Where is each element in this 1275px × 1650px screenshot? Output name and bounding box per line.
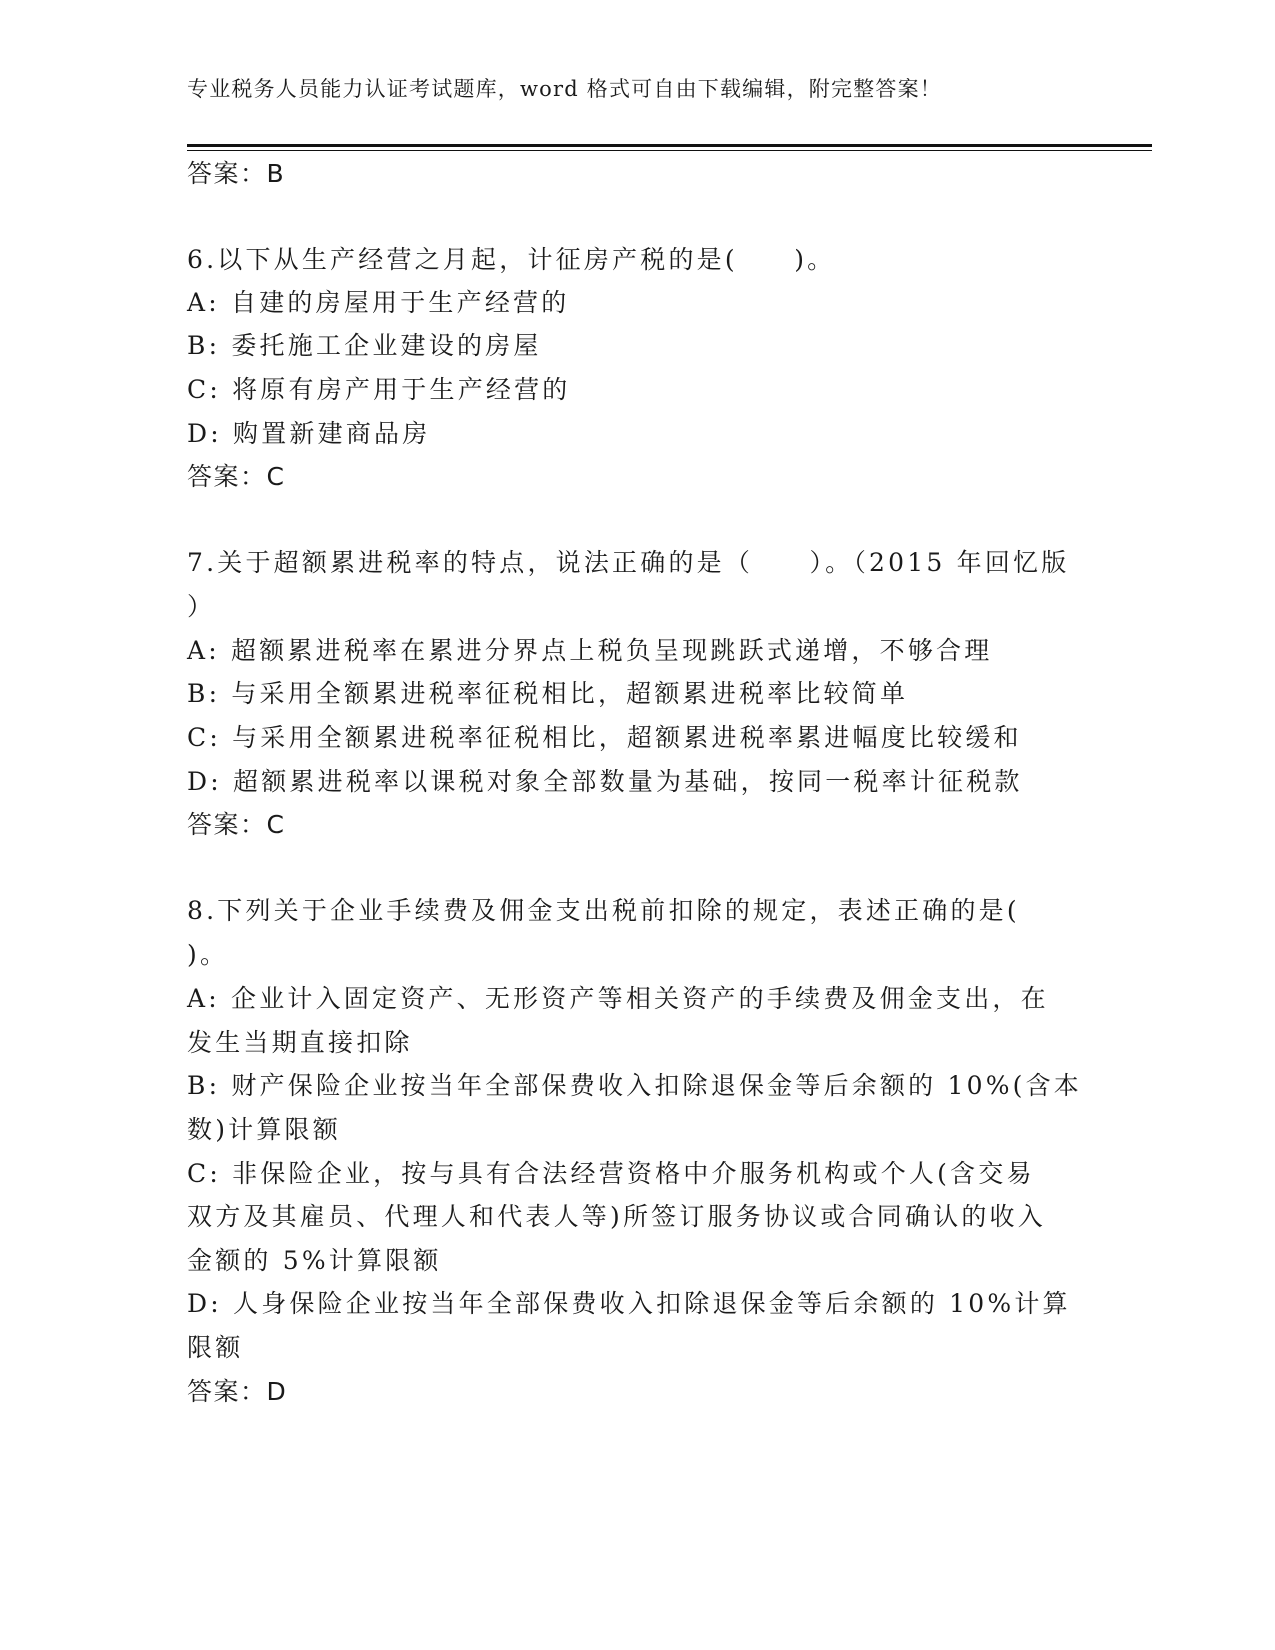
answer-q7: 答案：C	[187, 810, 286, 839]
answer-q5: 答案：B	[187, 159, 286, 188]
question-8-option-b: B: 财产保险企业按当年全部保费收入扣除退保金等后余额的 10%(含本	[187, 1071, 1083, 1100]
question-6-stem: 6.以下从生产经营之月起，计征房产税的是( )。	[187, 245, 836, 274]
header-rule-thick	[187, 144, 1152, 147]
question-7-option-c: C: 与采用全额累进税率征税相比，超额累进税率累进幅度比较缓和	[187, 723, 1022, 752]
answer-q8: 答案：D	[187, 1377, 288, 1406]
question-7-stem: 7.关于超额累进税率的特点，说法正确的是（ ）。（2015 年回忆版	[187, 548, 1070, 577]
question-7-option-a: A: 超额累进税率在累进分界点上税负呈现跳跃式递增，不够合理	[187, 636, 993, 665]
question-8-option-c: C: 非保险企业，按与具有合法经营资格中介服务机构或个人(含交易	[187, 1159, 1035, 1188]
question-8-option-b-cont: 数)计算限额	[187, 1115, 341, 1144]
question-7-option-b: B: 与采用全额累进税率征税相比，超额累进税率比较简单	[187, 679, 909, 708]
question-8-option-c-cont2: 金额的 5%计算限额	[187, 1246, 442, 1275]
question-6-option-c: C: 将原有房产用于生产经营的	[187, 375, 571, 404]
question-8-stem-cont: )。	[187, 940, 229, 969]
question-8-option-a-cont: 发生当期直接扣除	[187, 1028, 413, 1057]
question-8-option-d: D: 人身保险企业按当年全部保费收入扣除退保金等后余额的 10%计算	[187, 1289, 1071, 1318]
page-header-text: 专业税务人员能力认证考试题库，word 格式可自由下载编辑，附完整答案！	[187, 77, 942, 101]
question-8-option-c-cont: 双方及其雇员、代理人和代表人等)所签订服务协议或合同确认的收入	[187, 1202, 1046, 1231]
question-8-option-a: A: 企业计入固定资产、无形资产等相关资产的手续费及佣金支出，在	[187, 984, 1049, 1013]
question-6-option-a: A: 自建的房屋用于生产经营的	[187, 288, 570, 317]
question-7-option-d: D: 超额累进税率以课税对象全部数量为基础，按同一税率计征税款	[187, 767, 1023, 796]
answer-q6: 答案：C	[187, 462, 286, 491]
question-7-stem-cont: ）	[187, 592, 216, 621]
question-8-option-d-cont: 限额	[187, 1333, 244, 1362]
question-6-option-d: D: 购置新建商品房	[187, 419, 431, 448]
question-6-option-b: B: 委托施工企业建设的房屋	[187, 331, 542, 360]
question-8-stem: 8.下列关于企业手续费及佣金支出税前扣除的规定，表述正确的是(	[187, 896, 1020, 925]
header-rule-thin	[187, 150, 1152, 151]
